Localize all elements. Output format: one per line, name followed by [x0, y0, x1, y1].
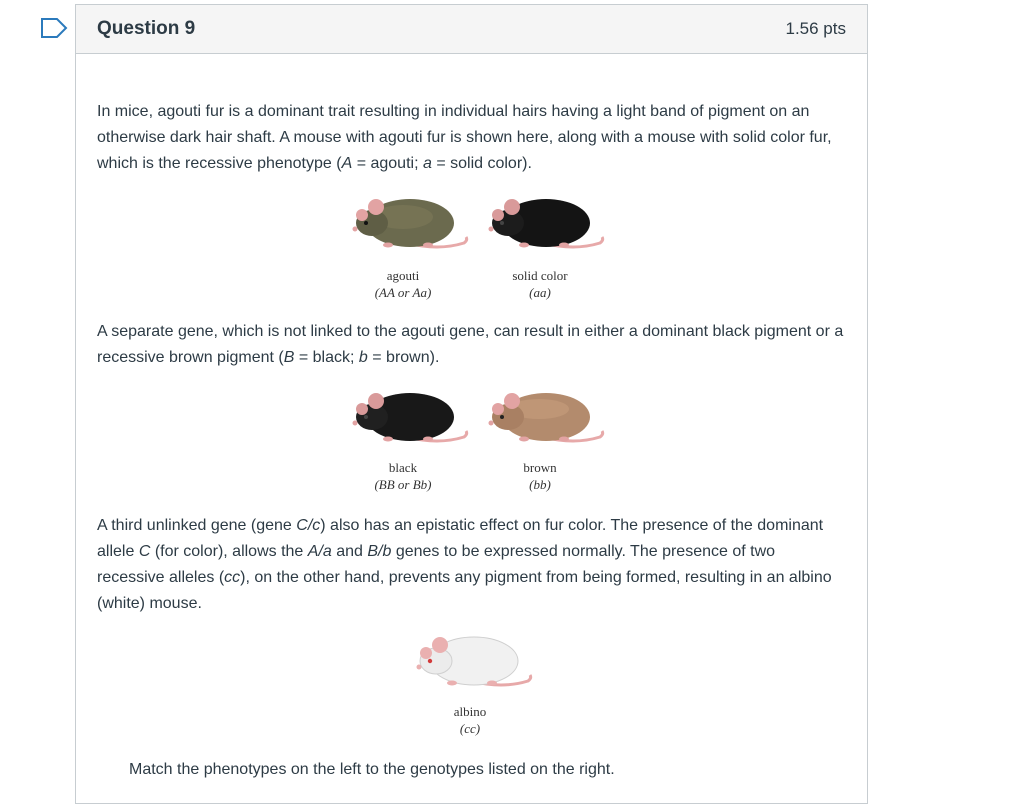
- brown-mouse-image: [484, 387, 606, 457]
- albino-mouse-image: [412, 631, 534, 701]
- solid-color-caption: solid color (aa): [512, 268, 568, 300]
- second-gene-paragraph: A separate gene, which is not linked to the agouti gene, can result in either a dominant black pigment or a recessive brown pigment (B = black; b = brown).: [97, 323, 844, 366]
- question-title: Question 9: [97, 18, 196, 39]
- question-points: 1.56 pts: [785, 19, 846, 38]
- albino-caption: albino (cc): [453, 704, 487, 736]
- solid-color-mouse-image: [484, 193, 606, 263]
- agouti-caption: agouti (AA or Aa): [374, 268, 432, 300]
- brown-caption: brown (bb): [523, 460, 557, 492]
- black-mouse-image: [348, 387, 470, 457]
- third-gene-paragraph: A third unlinked gene (gene C/c) also has an epistatic effect on fur color. The presence of the dominant allele C (for color), allows the A/a and B/b genes to be expressed normally. The presence of two recessive alleles (cc), on the other hand, prevents any pigment from being formed, resulting in an albino (white) mouse.: [97, 517, 832, 612]
- instruction-text: Match the phenotypes on the left to the genotypes listed on the right.: [129, 761, 615, 778]
- black-caption: black (BB or Bb): [374, 460, 432, 492]
- agouti-mouse-image: [348, 193, 470, 263]
- flag-question-icon[interactable]: [40, 18, 68, 38]
- question-header: [76, 5, 867, 54]
- intro-paragraph: In mice, agouti fur is a dominant trait resulting in individual hairs having a light band of pigment on an otherwise dark hair shaft. A mouse with agouti fur is shown here, along with a mouse with solid color fur, which is the recessive phenotype (A = agouti; a = solid color).: [97, 103, 832, 172]
- question-card: [75, 4, 868, 804]
